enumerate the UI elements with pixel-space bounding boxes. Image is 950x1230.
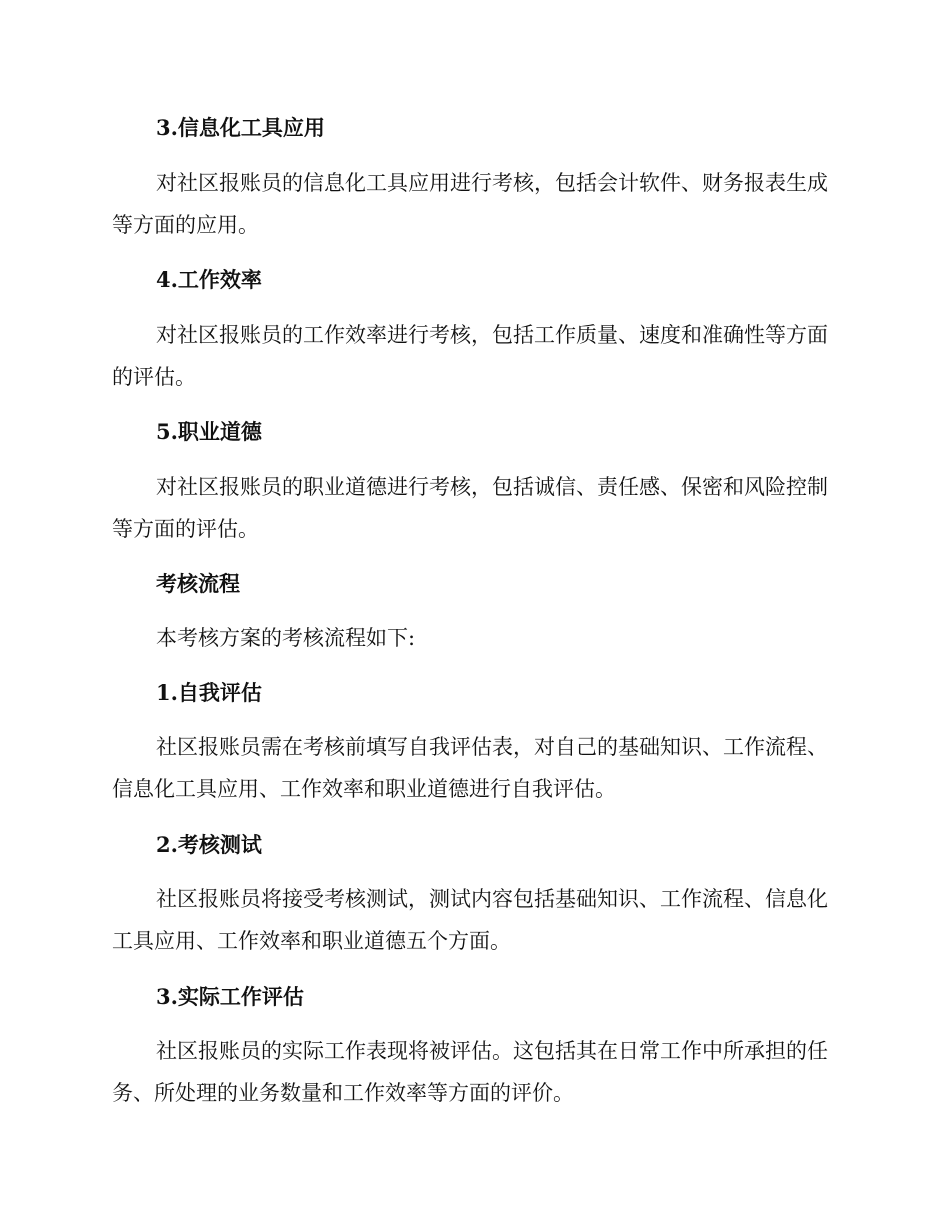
section-heading-efficiency: 4.工作效率 [156,267,262,292]
process-intro: 本考核方案的考核流程如下: [156,626,416,650]
section-body-ethics: 对社区报账员的职业道德进行考核，包括诚信、责任感、保密和风险控制等方面的评估。 [112,475,828,541]
process-heading: 考核流程 [156,571,240,596]
step-heading-self-assessment: 1.自我评估 [156,680,262,705]
step-body-work-evaluation: 社区报账员的实际工作表现将被评估。这包括其在日常工作中所承担的任务、所处理的业务数量和工作效率等方面的评价。 [112,1039,828,1105]
section-heading-ethics: 5.职业道德 [156,419,262,444]
step-heading-work-evaluation: 3.实际工作评估 [156,984,304,1009]
step-body-test: 社区报账员将接受考核测试，测试内容包括基础知识、工作流程、信息化工具应用、工作效率和职业道德五个方面。 [112,887,828,953]
step-body-self-assessment: 社区报账员需在考核前填写自我评估表，对自己的基础知识、工作流程、信息化工具应用、工作效率和职业道德进行自我评估。 [112,735,828,801]
section-heading-info-tools: 3.信息化工具应用 [156,115,325,140]
section-body-info-tools: 对社区报账员的信息化工具应用进行考核，包括会计软件、财务报表生成等方面的应用。 [112,171,828,237]
section-body-efficiency: 对社区报账员的工作效率进行考核，包括工作质量、速度和准确性等方面的评估。 [112,323,828,389]
step-heading-test: 2.考核测试 [156,832,262,857]
